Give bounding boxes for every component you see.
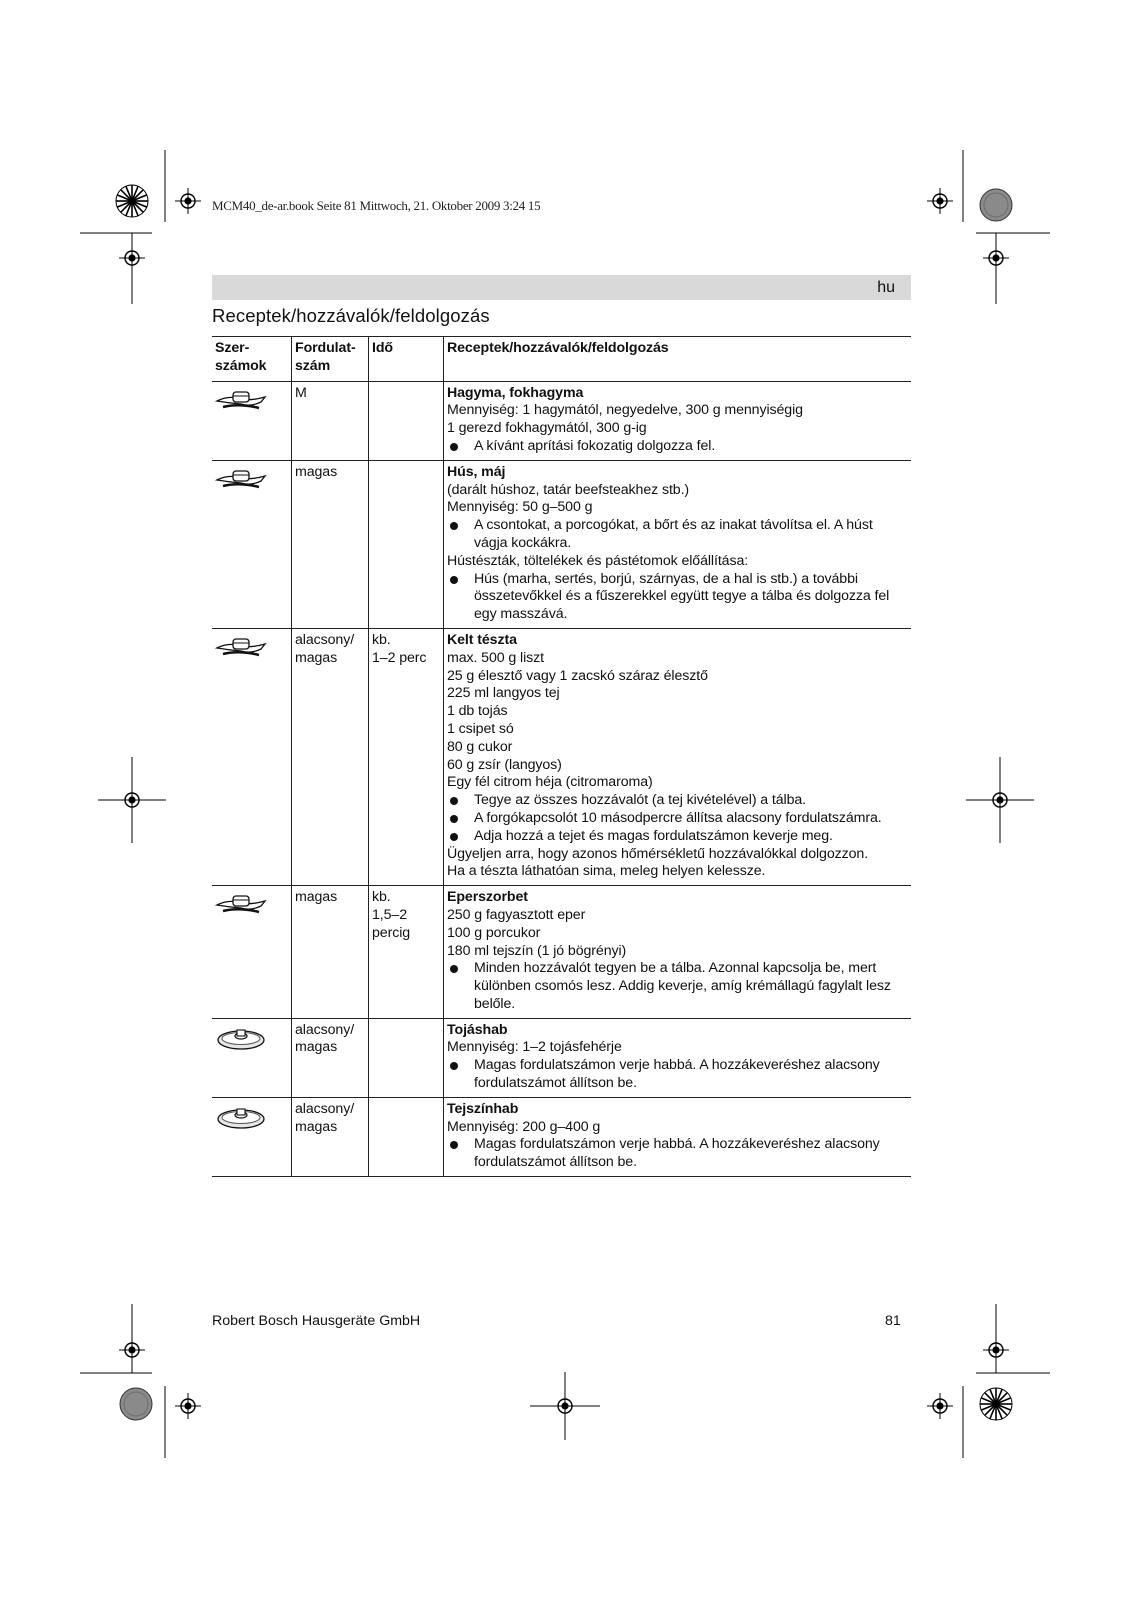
ingredient-line: Ügyeljen arra, hogy azonos hőmérsékletű hozzávalókkal dolgozzon. — [447, 845, 869, 862]
table-row — [212, 460, 911, 628]
blade-tool-icon — [215, 466, 288, 498]
ingredient-line: Hústészták, töltelékek és pástétomok előállítása: — [447, 552, 749, 569]
recipe-name: Tojáshab — [447, 1021, 508, 1038]
recipe-name: Hús, máj — [447, 463, 506, 480]
table-row — [212, 381, 911, 460]
blade-tool-icon — [215, 634, 288, 666]
instruction-bullet: Tegye az összes hozzávalót (a tej kivételével) a tálba. — [447, 792, 908, 810]
speed-cell — [292, 1097, 369, 1176]
time-text: 1–2 perc — [372, 649, 427, 666]
file-info-header: MCM40_de-ar.book Seite 81 Mittwoch, 21. Oktober 2009 3:24 15 — [212, 198, 541, 213]
time-cell — [369, 628, 444, 885]
ingredient-line: Ha a tészta láthatóan sima, meleg helyen kelessze. — [447, 863, 766, 880]
recipe-cell — [444, 1097, 912, 1176]
instruction-bullet: Minden hozzávalót tegyen be a tálba. Azonnal kapcsolja be, mert különben csomós lesz. Addig keverje, amíg krémállagú fagylalt lesz belőle. — [447, 960, 908, 1013]
header-time: Idő — [369, 337, 444, 382]
instruction-bullet: Adja hozzá a tejet és magas fordulatszámon keverje meg. — [447, 828, 908, 846]
ingredient-line: 100 g porcukor — [447, 924, 541, 941]
speed-text: magas — [295, 463, 338, 480]
table-row — [212, 628, 911, 885]
recipe-name: Hagyma, fokhagyma — [447, 384, 584, 401]
speed-cell — [292, 628, 369, 885]
recipe-cell — [444, 628, 912, 885]
time-text: 1,5–2 — [372, 906, 408, 923]
page-number: 81 — [885, 1313, 901, 1329]
ingredient-line: Mennyiség: 1–2 tojásfehérje — [447, 1039, 622, 1056]
language-tag: hu — [877, 279, 895, 296]
time-text: kb. — [372, 631, 391, 648]
ingredient-line: 60 g zsír (langyos) — [447, 756, 562, 773]
ingredient-line: 225 ml langyos tej — [447, 685, 560, 702]
blade-tool-icon — [215, 387, 288, 419]
page-title: Receptek/hozzávalók/feldolgozás — [212, 305, 490, 326]
recipe-cell — [444, 1018, 912, 1097]
ingredient-line: 1 gerezd fokhagymától, 300 g-ig — [447, 420, 647, 437]
ingredient-line: max. 500 g liszt — [447, 649, 544, 666]
ingredient-line: 80 g cukor — [447, 738, 513, 755]
time-cell — [369, 1097, 444, 1176]
recipe-table — [212, 336, 911, 1177]
tool-cell — [212, 381, 292, 460]
language-bar — [212, 275, 911, 300]
whisk-disc-icon — [215, 1024, 288, 1058]
ingredient-line: 180 ml tejszín (1 jó bögrényi) — [447, 942, 627, 959]
recipe-cell — [444, 381, 912, 460]
tool-cell — [212, 628, 292, 885]
time-cell — [369, 1018, 444, 1097]
time-text: kb. — [372, 889, 391, 906]
speed-cell — [292, 381, 369, 460]
table-row — [212, 1097, 911, 1176]
instruction-bullet: A forgókapcsolót 10 másodpercre állítsa alacsony fordulatszámra. — [447, 810, 908, 828]
header-tools: Szer- számok — [215, 340, 267, 374]
speed-text: magas — [295, 1039, 338, 1056]
recipe-name: Eperszorbet — [447, 889, 528, 906]
recipe-name: Tejszínhab — [447, 1100, 519, 1117]
speed-text: M — [295, 384, 307, 401]
speed-cell — [292, 1018, 369, 1097]
tool-cell — [212, 460, 292, 628]
instruction-bullet: Magas fordulatszámon verje habbá. A hozzákeveréshez alacsony fordulatszámot állítson be. — [447, 1136, 908, 1172]
ingredient-line: (darált húshoz, tatár beefsteakhez stb.) — [447, 481, 690, 498]
instruction-bullet: A kívánt aprítási fokozatig dolgozza fel. — [447, 438, 908, 456]
instruction-bullet: Magas fordulatszámon verje habbá. A hozzákeveréshez alacsony fordulatszámot állítson be. — [447, 1057, 908, 1093]
whisk-disc-icon — [215, 1103, 288, 1137]
speed-text: magas — [295, 1118, 338, 1135]
footer-company: Robert Bosch Hausgeräte GmbH — [212, 1313, 421, 1329]
speed-cell — [292, 460, 369, 628]
speed-text: alacsony/ — [295, 631, 355, 648]
blade-tool-icon — [215, 891, 288, 923]
tool-cell — [212, 1097, 292, 1176]
speed-text: magas — [295, 649, 338, 666]
time-text: percig — [372, 924, 411, 941]
ingredient-line: Mennyiség: 1 hagymától, negyedelve, 300 g mennyiségig — [447, 402, 803, 419]
header-speed: Fordulat- szám — [292, 337, 369, 382]
ingredient-line: Mennyiség: 50 g–500 g — [447, 499, 593, 516]
tool-cell — [212, 1018, 292, 1097]
time-cell — [369, 460, 444, 628]
instruction-bullet: A csontokat, a porcogókat, a bőrt és az inakat távolítsa el. A húst vágja kockákra. — [447, 517, 908, 553]
ingredient-line: 1 db tojás — [447, 703, 508, 720]
time-cell — [369, 381, 444, 460]
speed-text: magas — [295, 889, 338, 906]
time-cell — [369, 886, 444, 1019]
recipe-name: Kelt tészta — [447, 631, 517, 648]
instruction-bullet: Hús (marha, sertés, borjú, szárnyas, de a hal is stb.) a további összetevőkkel és a fűszerekkel együtt tegye a tálba és dolgozza fel egy masszává. — [447, 571, 908, 624]
ingredient-line: Egy fél citrom héja (citromaroma) — [447, 774, 653, 791]
ingredient-line: 1 csipet só — [447, 720, 514, 737]
ingredient-line: Mennyiség: 200 g–400 g — [447, 1118, 601, 1135]
table-header-row — [212, 337, 911, 382]
speed-text: alacsony/ — [295, 1021, 355, 1038]
table-row — [212, 1018, 911, 1097]
tool-cell — [212, 886, 292, 1019]
recipe-cell — [444, 886, 912, 1019]
header-recipe: Receptek/hozzávalók/feldolgozás — [444, 337, 912, 382]
recipe-cell — [444, 460, 912, 628]
ingredient-line: 250 g fagyasztott eper — [447, 906, 586, 923]
table-row — [212, 886, 911, 1019]
speed-text: alacsony/ — [295, 1100, 355, 1117]
ingredient-line: 25 g élesztő vagy 1 zacskó száraz élesztő — [447, 667, 708, 684]
speed-cell — [292, 886, 369, 1019]
